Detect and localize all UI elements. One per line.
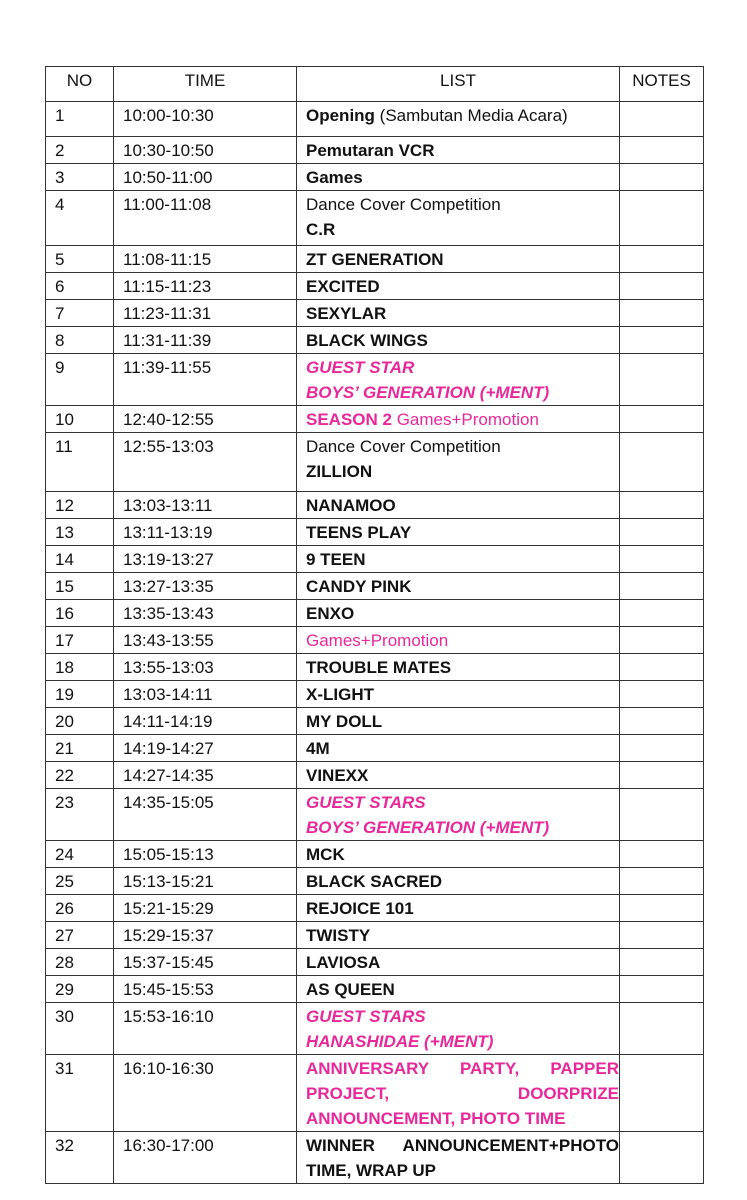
list-bold: Opening <box>306 106 375 125</box>
cell-no: 20 <box>46 708 114 735</box>
cell-notes <box>620 1055 704 1132</box>
cell-list: BLACK WINGS <box>297 327 620 354</box>
cell-list: 4M <box>297 735 620 762</box>
cell-time: 15:13-15:21 <box>114 868 297 895</box>
cell-no: 31 <box>46 1055 114 1132</box>
cell-no: 1 <box>46 102 114 137</box>
cell-time: 15:29-15:37 <box>114 922 297 949</box>
cell-notes <box>620 546 704 573</box>
table-row <box>46 164 704 191</box>
cell-list: MY DOLL <box>297 708 620 735</box>
cell-list: BLACK SACRED <box>297 868 620 895</box>
cell-time: 15:21-15:29 <box>114 895 297 922</box>
cell-time: 14:11-14:19 <box>114 708 297 735</box>
cell-time: 11:08-11:15 <box>114 246 297 273</box>
cell-notes <box>620 246 704 273</box>
cell-time: 13:03-13:11 <box>114 492 297 519</box>
cell-notes <box>620 164 704 191</box>
cell-no: 30 <box>46 1003 114 1055</box>
cell-no: 9 <box>46 354 114 406</box>
cell-no: 18 <box>46 654 114 681</box>
list-line-1: GUEST STARS <box>306 1007 426 1026</box>
cell-no: 5 <box>46 246 114 273</box>
list-line-1: GUEST STARS <box>306 793 426 812</box>
schedule-table <box>45 66 704 1184</box>
cell-time: 12:40-12:55 <box>114 406 297 433</box>
cell-no: 4 <box>46 191 114 246</box>
cell-list: REJOICE 101 <box>297 895 620 922</box>
cell-list <box>297 354 620 406</box>
cell-notes <box>620 627 704 654</box>
table-row <box>46 1003 704 1055</box>
cell-time: 13:11-13:19 <box>114 519 297 546</box>
header-time: TIME <box>114 67 297 102</box>
list-line-1: WINNER ANNOUNCEMENT+PHOTO <box>306 1136 619 1155</box>
table-row <box>46 735 704 762</box>
list-line-1: GUEST STAR <box>306 358 415 377</box>
list-line-3: ANNOUNCEMENT, PHOTO TIME <box>306 1109 566 1128</box>
cell-notes <box>620 327 704 354</box>
cell-notes <box>620 137 704 164</box>
list-rest: (Sambutan Media Acara) <box>374 106 568 125</box>
header-list: LIST <box>297 67 620 102</box>
list-line-2: TIME, WRAP UP <box>306 1161 437 1180</box>
list-line-1: ANNIVERSARY PARTY, PAPPER <box>306 1059 619 1078</box>
cell-no: 22 <box>46 762 114 789</box>
cell-notes <box>620 354 704 406</box>
cell-notes <box>620 433 704 492</box>
cell-time: 13:03-14:11 <box>114 681 297 708</box>
cell-no: 2 <box>46 137 114 164</box>
cell-no: 29 <box>46 976 114 1003</box>
cell-notes <box>620 976 704 1003</box>
list-line-2: HANASHIDAE (+MENT) <box>306 1032 494 1051</box>
cell-time: 14:27-14:35 <box>114 762 297 789</box>
list-line-2: PROJECT, DOORPRIZE <box>306 1084 619 1103</box>
cell-no: 13 <box>46 519 114 546</box>
cell-notes <box>620 949 704 976</box>
table-row <box>46 949 704 976</box>
cell-notes <box>620 573 704 600</box>
cell-list: Games <box>297 164 620 191</box>
cell-notes <box>620 1003 704 1055</box>
cell-notes <box>620 492 704 519</box>
list-line-1: Dance Cover Competition <box>306 437 501 456</box>
table-row <box>46 654 704 681</box>
cell-list: CANDY PINK <box>297 573 620 600</box>
list-line-2: C.R <box>306 220 336 239</box>
cell-time: 13:19-13:27 <box>114 546 297 573</box>
cell-no: 12 <box>46 492 114 519</box>
table-row <box>46 492 704 519</box>
cell-notes <box>620 406 704 433</box>
cell-list: TROUBLE MATES <box>297 654 620 681</box>
cell-list: 9 TEEN <box>297 546 620 573</box>
table-row <box>46 627 704 654</box>
cell-no: 26 <box>46 895 114 922</box>
table-row <box>46 433 704 492</box>
cell-list <box>297 1055 620 1132</box>
list-line-2: BOYS’ GENERATION (+MENT) <box>306 818 550 837</box>
cell-notes <box>620 1132 704 1184</box>
cell-time: 13:27-13:35 <box>114 573 297 600</box>
cell-notes <box>620 922 704 949</box>
cell-no: 10 <box>46 406 114 433</box>
cell-notes <box>620 895 704 922</box>
list-rest: Games+Promotion <box>391 410 539 429</box>
table-row <box>46 246 704 273</box>
table-row <box>46 681 704 708</box>
table-row <box>46 789 704 841</box>
cell-no: 17 <box>46 627 114 654</box>
list-bold: SEASON 2 <box>306 410 392 429</box>
table-row <box>46 406 704 433</box>
table-row <box>46 273 704 300</box>
list-line-2: BOYS’ GENERATION (+MENT) <box>306 383 550 402</box>
cell-notes <box>620 519 704 546</box>
cell-time: 13:43-13:55 <box>114 627 297 654</box>
list-line-2: ZILLION <box>306 462 373 481</box>
cell-time: 14:19-14:27 <box>114 735 297 762</box>
cell-list <box>297 1003 620 1055</box>
cell-time: 10:00-10:30 <box>114 102 297 137</box>
table-row <box>46 600 704 627</box>
cell-time: 11:39-11:55 <box>114 354 297 406</box>
cell-no: 14 <box>46 546 114 573</box>
cell-time: 15:37-15:45 <box>114 949 297 976</box>
cell-notes <box>620 273 704 300</box>
cell-list: SEXYLAR <box>297 300 620 327</box>
cell-notes <box>620 654 704 681</box>
cell-time: 15:45-15:53 <box>114 976 297 1003</box>
cell-list: ENXO <box>297 600 620 627</box>
cell-time: 10:30-10:50 <box>114 137 297 164</box>
cell-no: 32 <box>46 1132 114 1184</box>
cell-list: LAVIOSA <box>297 949 620 976</box>
cell-list: X-LIGHT <box>297 681 620 708</box>
cell-no: 3 <box>46 164 114 191</box>
cell-list: MCK <box>297 841 620 868</box>
cell-list: NANAMOO <box>297 492 620 519</box>
cell-notes <box>620 102 704 137</box>
cell-no: 6 <box>46 273 114 300</box>
table-row <box>46 102 704 137</box>
header-row <box>46 67 704 102</box>
table-row <box>46 708 704 735</box>
table-row <box>46 573 704 600</box>
cell-notes <box>620 681 704 708</box>
cell-no: 21 <box>46 735 114 762</box>
cell-list <box>297 789 620 841</box>
table-row <box>46 922 704 949</box>
cell-time: 11:15-11:23 <box>114 273 297 300</box>
cell-time: 15:05-15:13 <box>114 841 297 868</box>
cell-no: 19 <box>46 681 114 708</box>
cell-list <box>297 433 620 492</box>
cell-notes <box>620 191 704 246</box>
cell-time: 11:00-11:08 <box>114 191 297 246</box>
cell-time: 16:30-17:00 <box>114 1132 297 1184</box>
table-row <box>46 1132 704 1184</box>
cell-notes <box>620 789 704 841</box>
cell-no: 16 <box>46 600 114 627</box>
cell-list: TEENS PLAY <box>297 519 620 546</box>
cell-list: Pemutaran VCR <box>297 137 620 164</box>
cell-time: 13:35-13:43 <box>114 600 297 627</box>
cell-list <box>297 191 620 246</box>
table-row <box>46 519 704 546</box>
cell-no: 28 <box>46 949 114 976</box>
cell-notes <box>620 708 704 735</box>
cell-list: TWISTY <box>297 922 620 949</box>
table-row <box>46 895 704 922</box>
table-row <box>46 327 704 354</box>
table-row <box>46 300 704 327</box>
cell-list <box>297 102 620 137</box>
cell-notes <box>620 762 704 789</box>
cell-no: 15 <box>46 573 114 600</box>
cell-time: 15:53-16:10 <box>114 1003 297 1055</box>
cell-notes <box>620 600 704 627</box>
table-row <box>46 137 704 164</box>
cell-no: 25 <box>46 868 114 895</box>
table-row <box>46 354 704 406</box>
table-row <box>46 191 704 246</box>
cell-list: Games+Promotion <box>297 627 620 654</box>
list-line-1: Dance Cover Competition <box>306 195 501 214</box>
header-no: NO <box>46 67 114 102</box>
cell-no: 24 <box>46 841 114 868</box>
cell-no: 11 <box>46 433 114 492</box>
cell-time: 11:23-11:31 <box>114 300 297 327</box>
cell-no: 8 <box>46 327 114 354</box>
cell-no: 27 <box>46 922 114 949</box>
cell-notes <box>620 300 704 327</box>
cell-no: 23 <box>46 789 114 841</box>
cell-list <box>297 406 620 433</box>
table-row <box>46 762 704 789</box>
table-row <box>46 976 704 1003</box>
table-row <box>46 546 704 573</box>
cell-notes <box>620 841 704 868</box>
cell-time: 12:55-13:03 <box>114 433 297 492</box>
cell-no: 7 <box>46 300 114 327</box>
cell-notes <box>620 868 704 895</box>
table-row <box>46 868 704 895</box>
cell-list: ZT GENERATION <box>297 246 620 273</box>
cell-notes <box>620 735 704 762</box>
cell-list: AS QUEEN <box>297 976 620 1003</box>
cell-time: 14:35-15:05 <box>114 789 297 841</box>
cell-list: VINEXX <box>297 762 620 789</box>
header-notes: NOTES <box>620 67 704 102</box>
cell-list: EXCITED <box>297 273 620 300</box>
table-row <box>46 1055 704 1132</box>
cell-time: 16:10-16:30 <box>114 1055 297 1132</box>
cell-time: 11:31-11:39 <box>114 327 297 354</box>
cell-time: 10:50-11:00 <box>114 164 297 191</box>
table-row <box>46 841 704 868</box>
cell-time: 13:55-13:03 <box>114 654 297 681</box>
cell-list <box>297 1132 620 1184</box>
